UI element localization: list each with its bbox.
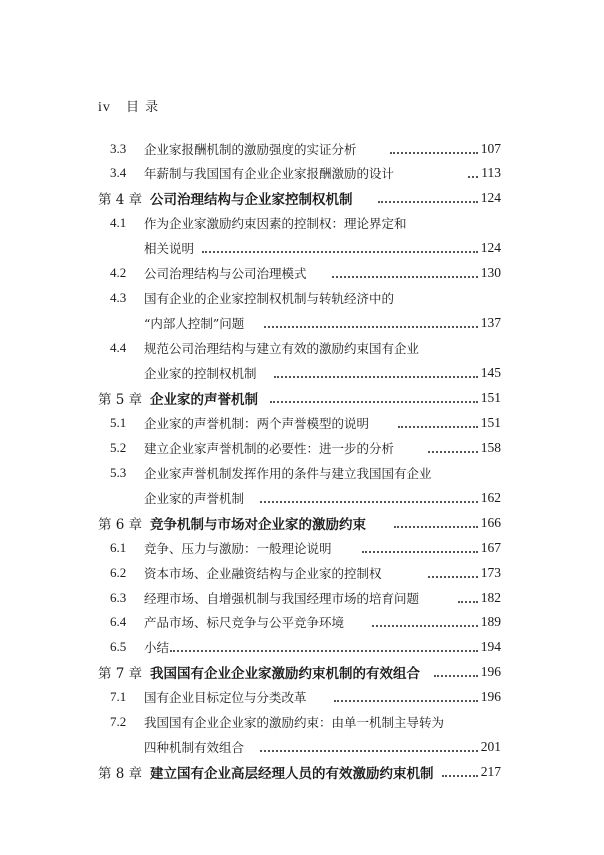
toc-entry — [0, 237, 604, 259]
toc-entry-number: 第 7 章 — [98, 666, 143, 682]
toc-entry-title: 产品市场、标尺竞争与公平竞争环境 — [144, 615, 345, 630]
toc-leader-dots — [442, 774, 478, 777]
toc-entry-title: 作为企业家激励约束因素的控制权：理论界定和 — [144, 216, 407, 231]
toc-entry — [0, 387, 604, 409]
toc-entry-number: 3.4 — [110, 165, 127, 180]
toc-leader-dots — [274, 375, 478, 378]
toc-entry-title: 国有企业目标定位与分类改革 — [144, 690, 307, 705]
toc-entry-number: 4.3 — [110, 290, 127, 305]
toc-entry-title: 我国国有企业企业家激励约束机制的有效组合 — [150, 666, 420, 682]
toc-entry-number: 6.1 — [110, 540, 127, 555]
toc-leader-dots — [378, 200, 478, 203]
toc-entry-number: 7.1 — [110, 689, 127, 704]
toc-leader-dots — [434, 674, 478, 677]
toc-entry-number: 第 6 章 — [98, 517, 143, 533]
toc-entry-number: 6.3 — [110, 590, 127, 605]
toc-entry-number: 6.2 — [110, 565, 127, 580]
toc-entry-page: 113 — [481, 165, 501, 180]
toc-entry-title: 竞争、压力与激励：一般理论说明 — [144, 541, 332, 556]
toc-entry-number: 4.1 — [110, 215, 127, 230]
toc-entry — [0, 512, 604, 534]
toc-entry-number: 4.2 — [110, 265, 127, 280]
toc-entry-page: 158 — [480, 440, 501, 455]
toc-entry — [0, 611, 604, 633]
toc-entry — [0, 337, 604, 359]
toc-entry-number: 5.1 — [110, 415, 127, 430]
toc-entry-title: 企业家的控制权机制 — [144, 366, 257, 381]
toc-entry — [0, 761, 604, 783]
toc-entry — [0, 562, 604, 584]
toc-entry — [0, 587, 604, 609]
toc-entry-title: 四种机制有效组合 — [144, 740, 245, 755]
toc-entry — [0, 138, 604, 160]
toc-entry-title: 公司治理结构与企业家控制权机制 — [150, 192, 353, 208]
toc-entry-page: 151 — [480, 390, 501, 405]
toc-leader-dots — [264, 325, 478, 328]
toc-entry-page: 196 — [480, 689, 501, 704]
toc-entry-page: 124 — [480, 190, 501, 205]
toc-entry-number: 7.2 — [110, 714, 127, 729]
toc-leader-dots — [394, 525, 478, 528]
toc-entry-page: 173 — [480, 565, 501, 580]
toc-entry-title: 企业家声誉机制发挥作用的条件与建立我国国有企业 — [144, 466, 432, 481]
toc-leader-dots — [332, 275, 478, 278]
toc-entry — [0, 686, 604, 708]
toc-entry-title: 我国国有企业企业家的激励约束：由单一机制主导转为 — [144, 715, 445, 730]
toc-leader-dots — [428, 575, 478, 578]
toc-entry — [0, 661, 604, 683]
toc-leader-dots — [390, 151, 478, 154]
toc-entry — [0, 711, 604, 733]
toc-leader-dots — [398, 425, 478, 428]
toc-entry-title: 规范公司治理结构与建立有效的激励约束国有企业 — [144, 341, 420, 356]
toc-leader-dots — [468, 175, 478, 178]
toc-entry-number: 6.5 — [110, 639, 127, 654]
toc-leader-dots — [362, 550, 478, 553]
toc-entry — [0, 636, 604, 658]
toc-entry-number: 5.2 — [110, 440, 127, 455]
toc-entry — [0, 162, 604, 184]
toc-entry-title: 建立企业家声誉机制的必要性：进一步的分析 — [144, 441, 395, 456]
toc-entry-title: 公司治理结构与公司治理模式 — [144, 266, 307, 281]
toc-entry-number: 第 5 章 — [98, 392, 143, 408]
toc-entry-page: 189 — [480, 614, 501, 629]
toc-entry-page: 182 — [480, 590, 501, 605]
toc-entry-title: 小结 — [144, 640, 170, 655]
toc-entry — [0, 437, 604, 459]
toc-entry-title: 年薪制与我国国有企业企业家报酬激励的设计 — [144, 166, 395, 181]
toc-leader-dots — [260, 500, 478, 503]
toc-entry-page: 217 — [480, 764, 501, 779]
toc-leader-dots — [458, 600, 478, 603]
toc-entry-page: 167 — [480, 540, 501, 555]
toc-entry-title: 经理市场、自增强机制与我国经理市场的培育问题 — [144, 591, 420, 606]
toc-entry-page: 145 — [480, 365, 501, 380]
toc-leader-dots — [334, 699, 478, 702]
toc-entry — [0, 287, 604, 309]
toc-entry-title: 企业家报酬机制的激励强度的实证分析 — [144, 142, 357, 157]
toc-entry-number: 6.4 — [110, 614, 127, 629]
toc-entry — [0, 537, 604, 559]
toc-entry-title: 建立国有企业高层经理人员的有效激励约束机制 — [150, 766, 434, 782]
toc-entry-page: 194 — [480, 639, 501, 654]
toc-entry-title: 企业家的声誉机制 — [144, 491, 245, 506]
toc-entry-page: 107 — [480, 141, 501, 156]
toc-entry-number: 4.4 — [110, 340, 127, 355]
toc-entry-page: 162 — [480, 490, 501, 505]
toc-entry-page: 196 — [480, 664, 501, 679]
toc-entry — [0, 412, 604, 434]
toc-entry-number: 第 8 章 — [98, 766, 143, 782]
toc-entry-page: 124 — [480, 240, 501, 255]
toc-leader-dots — [270, 400, 478, 403]
toc-entry-title: “内部人控制”问题 — [144, 316, 245, 331]
toc-entry — [0, 462, 604, 484]
header-title: 目 录 — [126, 100, 160, 115]
toc-entry — [0, 487, 604, 509]
toc-entry-page: 130 — [480, 265, 501, 280]
toc-entry-page: 151 — [480, 415, 501, 430]
toc-entry-title: 国有企业的企业家控制权机制与转轨经济中的 — [144, 291, 395, 306]
toc-entry-number: 3.3 — [110, 141, 127, 156]
page-number-roman: iv — [98, 100, 111, 115]
toc-entry-page: 166 — [480, 515, 501, 530]
toc-entry — [0, 212, 604, 234]
toc-entry — [0, 736, 604, 758]
toc-entry-number: 第 4 章 — [98, 192, 143, 208]
toc-entry — [0, 312, 604, 334]
toc-entry-number: 5.3 — [110, 465, 127, 480]
toc-entry-title: 相关说明 — [144, 241, 195, 256]
toc-entry-page: 201 — [480, 739, 501, 754]
toc-entry — [0, 262, 604, 284]
toc-leader-dots — [428, 450, 478, 453]
toc-entry-title: 企业家的声誉机制：两个声誉模型的说明 — [144, 416, 370, 431]
toc-entry-page: 137 — [480, 315, 501, 330]
toc-leader-dots — [372, 624, 478, 627]
toc-entry — [0, 187, 604, 209]
toc-entry-title: 企业家的声誉机制 — [150, 392, 258, 408]
toc-leader-dots — [170, 649, 478, 652]
toc-entry-title: 竞争机制与市场对企业家的激励约束 — [150, 517, 366, 533]
toc-entry-title: 资本市场、企业融资结构与企业家的控制权 — [144, 566, 382, 581]
toc-leader-dots — [202, 250, 478, 253]
toc-leader-dots — [260, 749, 478, 752]
toc-entry — [0, 362, 604, 384]
